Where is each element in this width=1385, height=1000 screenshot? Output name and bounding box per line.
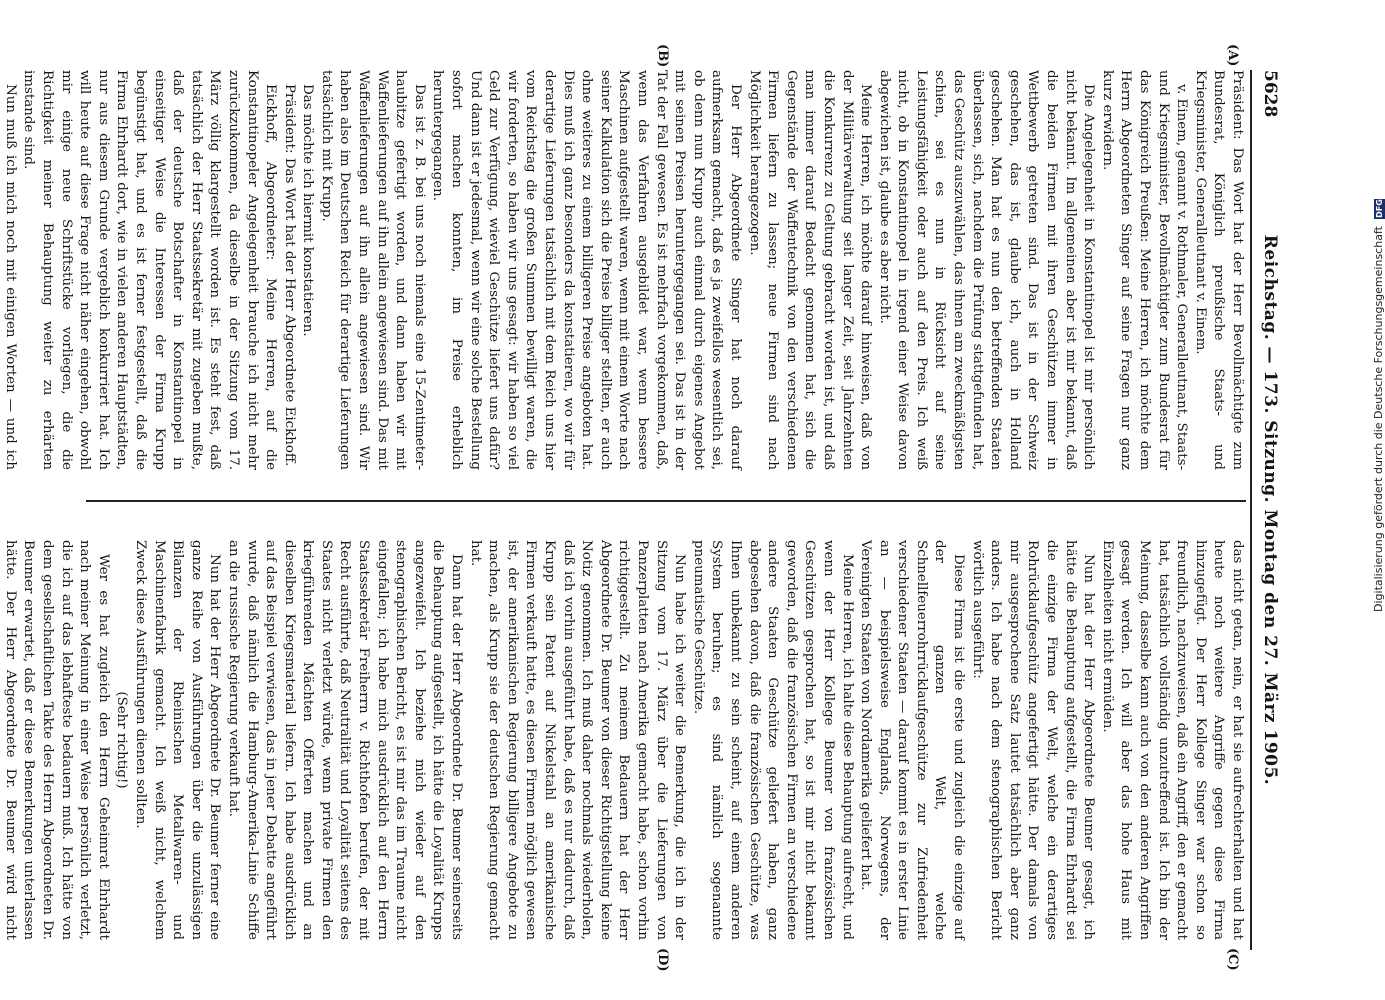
- paragraph: Der Herr Abgeordnete Singer hat noch darauf aufmerksam gemacht, daß es ja zweifellos wesentlich sei, ob denn nun Krupp auch einmal durch eigenes Angebot mit seinen Preisen heruntergegangen sei. Das ist in der Tat der Fall gewesen. Es ist mehrfach vorgekommen, daß, wenn das Verfahren ausgebildet war, wenn bessere Maschinen aufgestellt waren, wenn mit einem Worte nach seiner Kalkulation sich die Preise billiger stellten, er auch ohne weiteres zu einem billigeren Preise angeboten hat. Dies muß ich ganz besonders da konstatieren, wo wir für derartige Lieferungen tatsächlich mit dem Reich uns hier vom Reichstag die großen Summen bewilligt waren, die wir forderten, so haben wir uns gesagt: wir haben so viel Geld zur Verfügung, wieviel Geschütze liefert uns dafür? Und dann ist er jedesmal, wenn wir eine solche Bestellung sofort machen konnten, im Preise erheblich heruntergegangen.: [430, 70, 743, 470]
- paragraph: Nun hat der Herr Abgeordnete Dr. Beumer ferner eine ganze Reihe von Ausführungen über die unzulässigen Bilanzen der Rheinischen Metallwaren- und Maschinenfabrik gemacht. Ich weiß nicht, welchem Zweck diese Ausführungen dienen sollten.: [132, 540, 223, 940]
- page-header: [1250, 70, 1288, 950]
- paragraph: Dann hat der Herr Abgeordnete Dr. Beumer seinerseits die Behauptung aufgestellt, ich hätte die Loyalität Krupps angezweifelt. Ich beziehe mich wieder auf den stenographischen Bericht, es ist mir das im Traume nicht eingefallen; ich habe mich ausdrücklich auf den Herrn Staatssekretär Freiherrn v. Richthofen berufen, der mit Recht ausführte, daß Neutralität und Loyalität seitens des Staates nicht verletzt würde, wenn private Firmen den kriegführenden Mächten Offerten machen und an dieselben Kriegsmaterial liefern. Ich habe ausdrücklich auf das Beispiel verwiesen, das in jener Debatte angeführt wurde, daß nämlich die Hamburg-Amerika-Linie Schiffe an die russische Regierung verkauft hat.: [225, 540, 465, 940]
- page-number: 5628: [1260, 70, 1280, 118]
- paragraph: Das möchte ich hiermit konstatieren.: [300, 84, 316, 337]
- margin-letter-c: (C): [1225, 948, 1240, 971]
- paragraph: v. Einem, genannt v. Rothmaler, Generalleutnant, Staats- und Kriegsminister, Bevollmächtigter zum Bundesrat für das Königreich Preußen: Meine Herren, ich möchte dem Herrn Abgeordneten Singer auf seine Fragen nur ganz kurz erwidern.: [1099, 70, 1190, 470]
- right-text-column: [2, 540, 1246, 940]
- left-text-column: [2, 70, 1246, 470]
- paragraph: das nicht getan, nein, er hat sie aufrechterhalten und hat heute noch weitere Angriffe gegen diese Firma hinzugefügt. Der Herr Kollege Singer war schon so freundlich, nachzuweisen, daß ein Angriff, den er gemacht hat, tatsächlich vollständig unzutreffend ist. Ich bin der Meinung, dasselbe kann auch von den anderen Angriffen gesagt werden. Ich will aber das hohe Haus mit Einzelheiten nicht ermüden.: [1099, 540, 1245, 940]
- rotated-document-page: [2, 0, 1310, 1000]
- quoted-paragraph: Diese Firma ist die erste und zugleich die einzige auf der ganzen Welt, welche Schnellfeuerrohrrücklaufgeschütze zur Zufriedenheit verschiedener Staaten — darauf kommt es in erster Linie an — beispielsweise Englands, Norwegens, der Vereinigten Staaten von Nordamerika geliefert hat.: [858, 540, 967, 940]
- column-divider: [86, 500, 1246, 502]
- credit-text: Digitalisierung gefördert durch die Deutsche Forschungsgemeinschaft: [1372, 226, 1385, 612]
- paragraph: Meine Herren, ich möchte darauf hinweisen, daß von der Militärverwaltung seit langer Zeit, seit Jahrzehnten die Konkurrenz zu Geltung gebracht worden ist, und daß man immer darauf Bedacht genommen hat, sich die Gegenstände der Waffentechnik von den verschiedenen Firmen liefern zu lassen; neue Firmen sind nach Möglichkeit herangezogen.: [746, 70, 874, 470]
- digitization-credit: [1372, 199, 1385, 612]
- dfg-logo: DFG: [1374, 199, 1384, 218]
- margin-letter-d: (D): [655, 948, 670, 972]
- paragraph: Meine Herren, ich halte diese Behauptung aufrecht, und wenn der Herr Kollege Beumer von französischen Geschützen gesprochen hat, so ist mir nicht bekannt geworden, daß die französischen Firmen an verschiedene andere Staaten Geschütze geliefert haben, ganz abgesehen davon, daß die französischen Geschütze, was Ihnen unbekannt zu sein scheint, auf einem anderen System beruhen; es sind nämlich sogenannte pneumatische Geschütze.: [690, 540, 855, 940]
- paragraph: Wer es hat zugleich den Herrn Geheimrat Ehrhardt nach meiner Meinung in einer Weise persönlich verletzt, die ich auf das lebhafteste bedauern muß. Ich hätte von dem gesellschaftlichen Takte des Herrn Abgeordneten Dr. Beumer erwartet, daß er diese Bemerkungen unterlassen hätte. Der Herr Abgeordnete Dr. Beumer wird nicht: [2, 540, 111, 940]
- paragraph: Nun hat der Herr Abgeordnete Beumer gesagt, ich hätte die Behauptung aufgestellt, die Firma Ehrhardt sei die einzige Firma der Welt, welche ein derartiges Rohrücklaufgeschütz angefertigt hätte. Der damals von mir ausgesprochene Satz lautet tatsächlich aber ganz anders. Ich habe nach dem stenographischen Bericht wörtlich ausgeführt:: [969, 540, 1097, 940]
- paragraph: Eickhoff, Abgeordneter: Meine Herren, auf die Konstantinopeler Angelegenheit brauche ich nicht mehr zurückzukommen, da dieselbe in der Sitzung vom 17. März völlig klargestellt worden ist. Es steht fest, daß tatsächlich der Herr Staatssekretär mit zugeben mußte, daß der deutsche Botschafter in Konstantinopel in einseitiger Weise die Interessen der Firma Krupp begünstigt hat, und es ist ferner festgestellt, daß die Firma Ehrhardt dort, wie in vielen anderen Hauptstädten, nur aus diesem Grunde vergeblich konkurriert hat. Ich will heute auf diese Frage nicht näher eingehen, obwohl mir einige neue Schriftstücke vorliegen, die die Richtigkeit meiner Behauptung weiter zu erhärten imstande sind.: [21, 70, 279, 470]
- margin-letter-b: (B): [655, 44, 670, 68]
- interjection: (Sehr richtig!): [114, 691, 130, 789]
- paragraph: Präsident: Das Wort hat der Herr Abgeordnete Eickhoff.: [281, 84, 297, 467]
- paragraph: Nun habe ich weiter die Bemerkung, die ich in der Sitzung vom 17. März über die Lieferungen von Panzerplatten nach Amerika gemacht habe, schon vorhin richtiggestellt. Zu meinem Bedauern hat der Herr Abgeordnete Dr. Beumer von dieser Richtigstellung keine Notiz genommen. Ich muß daher nochmals wiederholen, daß ich vorhin ausgeführt habe, daß es nur dadurch, daß Krupp sein Patent auf Nickelstahl an amerikanische Firmen verkauft hatte, es diesen Firmen möglich gewesen ist, der amerikanischen Regierung billigere Angebote zu machen, als Krupp sie der deutschen Regierung gemacht hat.: [467, 540, 688, 940]
- paragraph: Das ist z. B. bei uns noch niemals eine 15-Zentimeter-haubitze gefertigt worden, und dann haben wir mit Waffenlieferungen auf ihn allein angewiesen sind. Das mit Waffenlieferungen auf ihn allein angewiesen sind. Wir haben also im Deutschen Reich für derartige Lieferungen tatsächlich mit Krupp.: [318, 70, 427, 470]
- paragraph: Nun muß ich mich noch mit einigen Worten — und ich: [2, 84, 18, 470]
- paragraph: Die Angelegenheit in Konstantinopel ist mir persönlich nicht bekannt. Im allgemeinen aber ist mir bekannt, daß die beiden Firmen mit ihren Geschützen immer in Wettbewerb getreten sind. Das ist in der Schweiz geschehen, das ist, glaube ich, auch in Holland geschehen. Man hat es nun den betreffenden Staaten überlassen, sich, nachdem die Prüfung stattgefunden hat, das Geschütz auszuwählen, das ihnen am zweckmäßigsten schien, sei es nun in Rücksicht auf seine Leistungsfähigkeit oder auch auf den Preis. Ich weiß nicht, ob in Konstantinopel in irgend einer Weise davon abgewichen ist, glaube es aber nicht.: [876, 70, 1097, 470]
- paragraph: Präsident: Das Wort hat der Herr Bevollmächtigte zum Bundesrat, Königlich preußische Staats- und Kriegsminister, Generalleutnant v. Einem.: [1192, 70, 1245, 470]
- running-title: Reichstag. — 173. Sitzung. Montag den 27. März 1905.: [1260, 234, 1280, 786]
- margin-letter-a: (A): [1225, 44, 1240, 67]
